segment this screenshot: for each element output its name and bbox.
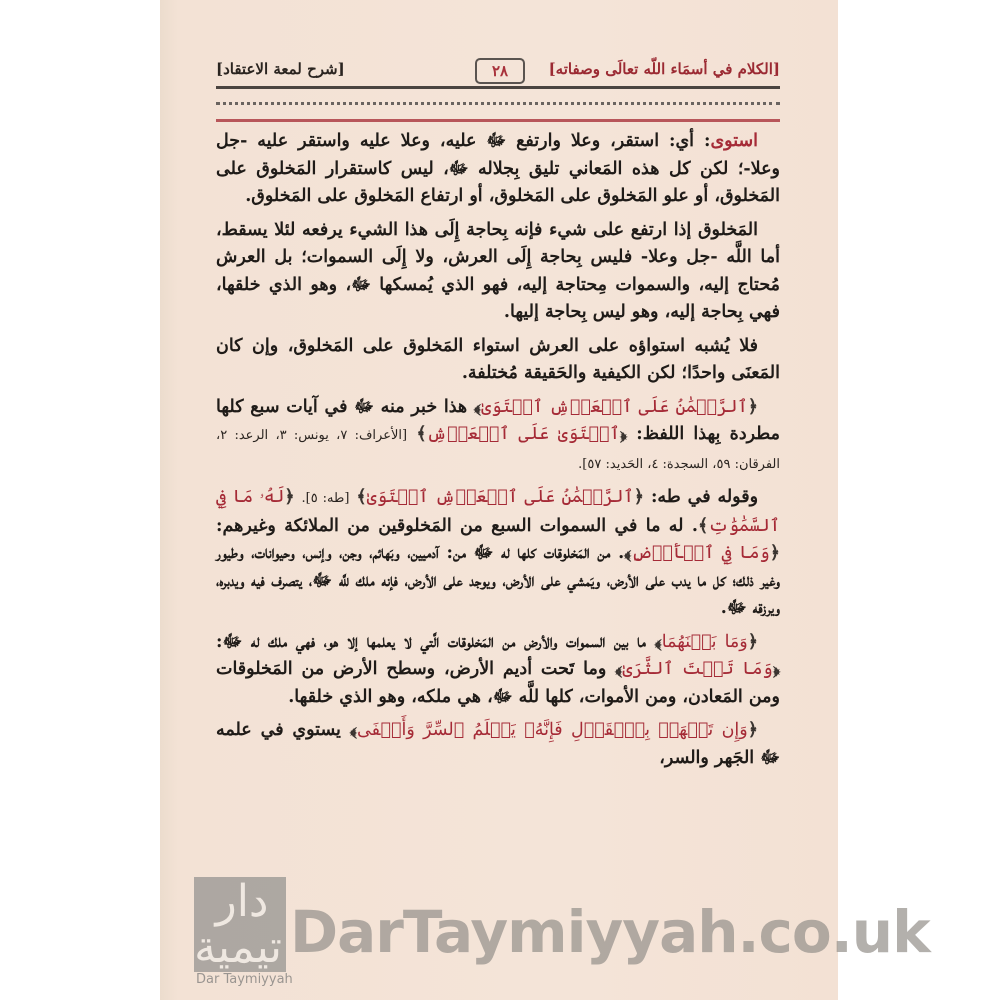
header-rule bbox=[216, 86, 780, 89]
logo-calligraphy-icon: دار تيمية bbox=[194, 876, 282, 973]
watermark-url: DarTaymiyyah.co.uk bbox=[290, 898, 930, 966]
paragraph-4: ﴿ٱلرَّحۡمَٰنُ عَلَى ٱلۡعَرۡشِ ٱسۡتَوَىٰ﴾ هذا خبر منه ﷻ في آيات سبع كلها مطردة بِهذا اللفظ: ﴿ٱسۡتَوَىٰ عَلَى ٱلۡعَرۡشِ﴾ [الأعراف: ٧، يونس: ٣، الرعد: ٢، الفرقان: ٥٩، السجدة: ٤، الحَديد: ٥٧]. bbox=[216, 396, 781, 472]
paragraph-1: استوى: أي: استقر، وعلا وارتفع ﷻ عليه، وعلا عليه واستقر عليه -جل وعلا-؛ لكن كل هذه المَعاني تليق بِجلاله ﷻ، ليس كاستقرار المَخلوق على المَخلوق، أو علو المَخلوق على المَخلوق، أو ارتفاع المَخلوق على المَخلوق. bbox=[216, 131, 780, 206]
verse-reference: [طه: ٥]. bbox=[301, 491, 350, 506]
watermark-brand-name: Dar Taymiyyah bbox=[196, 972, 293, 987]
dotted-divider bbox=[216, 102, 780, 105]
quran-verse: وَمَا فِي ٱلۡأَرۡضِ bbox=[631, 543, 770, 563]
quran-verse: وَإِن تَجۡهَرۡ بِٱلۡقَوۡلِ فَإِنَّهُۥ يَعۡلَمُ ٱلسِّرَّ وَأَخۡفَى bbox=[357, 720, 748, 740]
chapter-title: [الكلام في أسمَاء اللّه تعالَى وصفاته] bbox=[548, 60, 780, 78]
quran-verse: لَهُۥ مَا فِي ٱلسَّمَٰوَٰتِ bbox=[216, 487, 780, 536]
paragraph-2: المَخلوق إذا ارتفع على شيء فإنه بِحاجة إِلَى هذا الشيء يرفعه لئلا يسقط، أما اللَّه -جل وعلا- فليس بِحاجة إِلَى العرش، ولا إِلَى السموات؛ بل العرش مُحتاج إليه، والسموات مِحتاجة إليه، فهو الذي يُمسكها ﷻ، وهو الذي خلقها، فهي بِحاجة إليه، وهو ليس بِحاجة إليها. bbox=[216, 219, 780, 322]
verse-reference: [الأعراف: ٧، يونس: ٣، الرعد: ٢، الفرقان: ٥٩، السجدة: ٤، الحَديد: ٥٧]. bbox=[216, 428, 780, 472]
paragraph-7: ﴿وَإِن تَجۡهَرۡ بِٱلۡقَوۡلِ فَإِنَّهُۥ يَعۡلَمُ ٱلسِّرَّ وَأَخۡفَى﴾ يستوي في علمه ﷻ الجَهر والسر، bbox=[216, 720, 780, 768]
quran-verse: ٱسۡتَوَىٰ عَلَى ٱلۡعَرۡشِ bbox=[426, 424, 620, 444]
quran-verse: وَمَا بَيۡنَهُمَا bbox=[661, 631, 748, 652]
quran-verse: وَمَا تَحۡتَ ٱلثَّرَىٰ bbox=[622, 659, 773, 679]
paragraph-5: وقوله في طه: ﴿ٱلرَّحۡمَٰنُ عَلَى ٱلۡعَرۡشِ ٱسۡتَوَىٰ﴾ [طه: ٥]. ﴿لَهُۥ مَا فِي ٱلسَّمَٰوَٰتِ﴾. له ما في السموات السبع من المَخلوقين من الملائكة وغيرهم: ﴿وَمَا فِي ٱلۡأَرۡضِ﴾. من المَخلوقات كلها له ﷻ من: آدميين، وبَهائم، وجن، وإنس، وحيوانات، وطيور وغير ذلك؛ كل ما يدب على الأرض، ويَمشي على الأرض، ويوجد على الأرض، فإنه ملك للَّه ﷻ، يتصرف فيه ويدبره، ويرزقه ﷻ. bbox=[216, 487, 780, 618]
page-number: ٢٨ bbox=[475, 58, 525, 84]
red-divider bbox=[216, 119, 780, 122]
lead-term: استوى bbox=[710, 131, 758, 151]
watermark-logo bbox=[194, 877, 286, 972]
body-text bbox=[216, 128, 780, 778]
book-title: [شرح لمعة الاعتقاد] bbox=[216, 60, 345, 78]
paragraph-3: فلا يُشبه استواؤه على العرش استواء المَخلوق على المَخلوق، وإن كان المَعنَى واحدًا؛ لكن الكيفية والحَقيقة مُختلفة. bbox=[216, 335, 780, 383]
paragraph-6: ﴿وَمَا بَيۡنَهُمَا﴾ ما بين السموات والأرض من المَخلوقات الَّتي لا يعلمها إلا هو، فهي ملك له ﷻ: ﴿وَمَا تَحۡتَ ٱلثَّرَىٰ﴾ وما تَحت أديم الأرض، وسطح الأرض من المَخلوقات ومن المَعادن، ومن الأموات، كلها للَّه ﷻ، هي ملكه، وهو الذي خلقها. bbox=[216, 631, 781, 707]
book-page bbox=[160, 0, 838, 1000]
quran-verse: ٱلرَّحۡمَٰنُ عَلَى ٱلۡعَرۡشِ ٱسۡتَوَىٰ bbox=[366, 487, 634, 507]
quran-verse: ٱلرَّحۡمَٰنُ عَلَى ٱلۡعَرۡشِ ٱسۡتَوَىٰ bbox=[481, 396, 748, 417]
